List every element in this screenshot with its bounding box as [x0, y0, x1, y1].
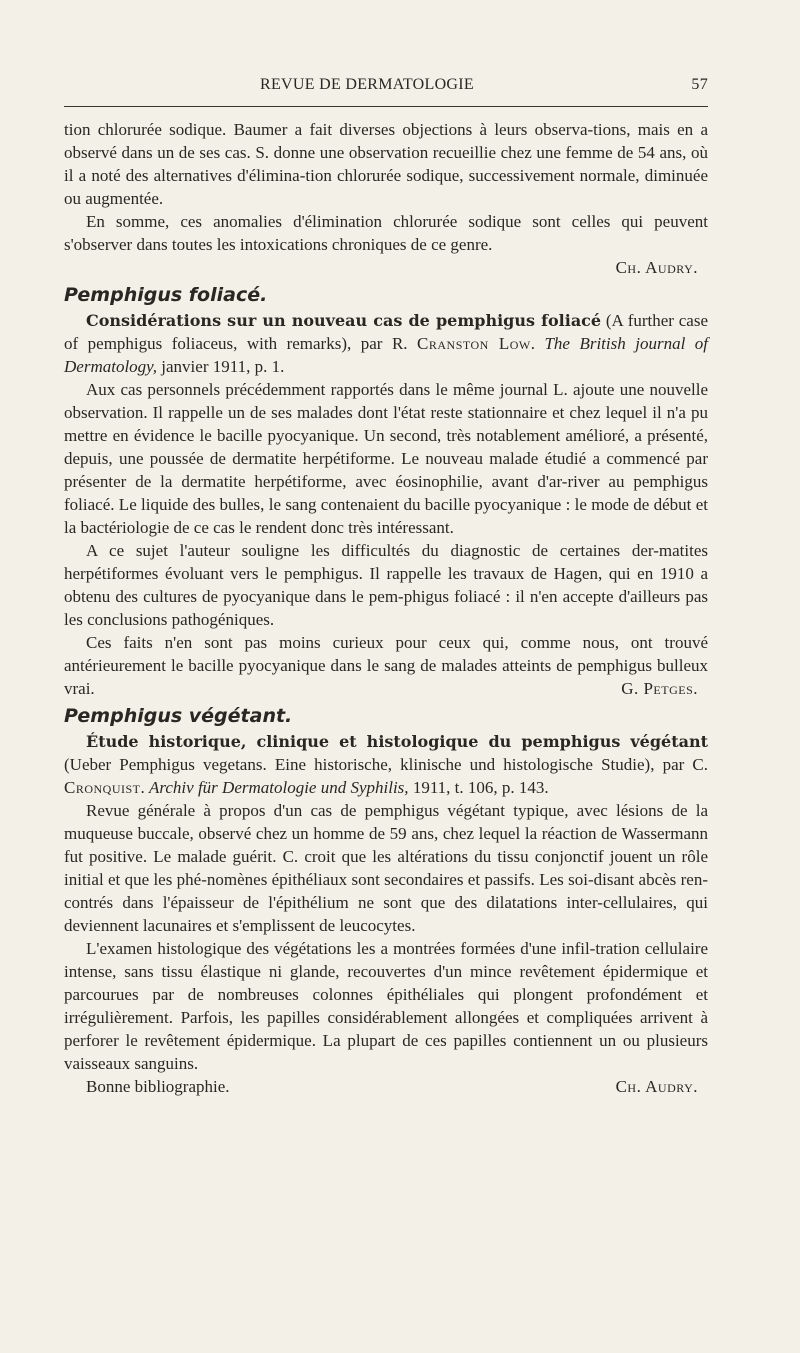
journal-name: The British journal of Dermatology, — [64, 334, 709, 376]
s1-paragraph-3-text: Ces faits n'en sont pas moins curieux pour ceux qui, comme nous, ont trouvé antérieurement le bacille pyocyanique dans le sang de malades atteints de pemphigus bulleux vrai. — [64, 633, 708, 698]
section-heading-pemphigus-foliace: Pemphigus foliacé. — [64, 284, 268, 306]
signature: Ch. Audry. — [615, 258, 698, 277]
article-title: Étude historique, clinique et histologique du pemphigus végétant — [86, 732, 708, 751]
signature: Ch. Audry. — [615, 1077, 698, 1096]
author-name: Cranston Low — [417, 334, 531, 353]
running-header — [64, 76, 708, 98]
journal-title: REVUE DE DERMATOLOGIE — [260, 76, 474, 93]
s1-paragraph-3 — [64, 631, 708, 700]
article-reference-1 — [64, 309, 708, 378]
article-title: Considérations sur un nouveau cas de pemphigus foliacé — [86, 311, 602, 330]
s2-paragraph-1: Revue générale à propos d'un cas de pemphigus végétant typique, avec lésions de la muqueuse buccale, observé chez un homme de 59 ans, chez lequel la réaction de Wassermann fut positive. Le malade guérit. C. croit que les altérations du tissu conjonctif jouent un rôle initial et que les phé-nomènes épithéliaux sont secondaires et passifs. Les soi-disant abcès ren-contrés dans l'épaisseur de l'épithélium ne sont que des dilatations inter-cellulaires, qui deviennent lacunaires et s'emplissent de leucocytes. — [64, 801, 708, 935]
page-body — [64, 118, 708, 1098]
author-name: Cronquist — [64, 778, 141, 797]
ref-text: (Ueber Pemphigus vegetans. Eine historische, klinische und histologische Studie), par C. — [64, 755, 708, 774]
s2-paragraph-2: L'examen histologique des végétations les a montrées formées d'une infil-tration cellulaire intense, sans tissu élastique ni glande, recouvertes d'un mince revêtement épidermique et parcourues par de nombreuses colonnes épithéliales qui plongent profondément et irrégulièrement. Parfois, les papilles considérablement allongées et compliquées arrivent à perforer le revêtement épidermique. La plupart de ces papilles contiennent un ou plusieurs vaisseaux sanguins. — [64, 939, 708, 1073]
s1-paragraph-1: Aux cas personnels précédemment rapportés dans le même journal L. ajoute une nouvelle observation. Il rappelle un de ses malades dont l'état reste stationnaire et chez lequel il n'a pu mettre en évidence le bacille pyocyanique. Un second, très notablement amélioré, a présenté, depuis, une poussée de dermatite herpétiforme. Le nouveau malade étudié a commencé par présenter de la dermatite herpétiforme, avec éosinophilie, avant d'ar-river au pemphigus foliacé. Le liquide des bulles, le sang contenaient du bacille pyocyanique : le mode de début et la bactériologie de ce cas le rendent donc très intéressant. — [64, 380, 708, 537]
ref-text: . — [140, 778, 150, 797]
closing-note: Bonne bibliographie. — [86, 1077, 230, 1096]
ref-text: (A further case of pemphigus foliaceus, with remarks), par R. — [64, 311, 708, 353]
s2-closing-line — [64, 1075, 708, 1098]
journal-name: Archiv für Dermatologie und Syphilis, — [149, 778, 409, 797]
header-rule — [64, 106, 708, 107]
signature: G. Petges. — [621, 679, 698, 698]
intro-signature — [64, 256, 708, 279]
page-number: 57 — [691, 76, 708, 93]
intro-paragraph-1: tion chlorurée sodique. Baumer a fait diverses objections à leurs observa-tions, mais en a observé dans un de ses cas. S. donne une observation recueillie chez une femme de 54 ans, où il a noté des alternatives d'élimina-tion chlorurée sodique, successivement normale, diminuée ou augmentée. — [64, 120, 708, 208]
section-heading-pemphigus-vegetant: Pemphigus végétant. — [64, 705, 293, 727]
ref-text: . — [530, 334, 545, 353]
article-reference-2 — [64, 730, 708, 799]
ref-text: 1911, t. 106, p. 143. — [408, 778, 549, 797]
ref-text: janvier 1911, p. 1. — [157, 357, 285, 376]
intro-paragraph-2: En somme, ces anomalies d'élimination chlorurée sodique sont celles qui peuvent s'observer dans toutes les intoxications chroniques de ce genre. — [64, 212, 708, 254]
s1-paragraph-2: A ce sujet l'auteur souligne les difficultés du diagnostic de certaines der-matites herpétiformes évoluant vers le pemphigus. Il rappelle les travaux de Hagen, qui en 1910 a obtenu des cultures de pyocyanique dans le pem-phigus foliacé : il n'en accepte d'ailleurs pas les conclusions pathogéniques. — [64, 541, 708, 629]
